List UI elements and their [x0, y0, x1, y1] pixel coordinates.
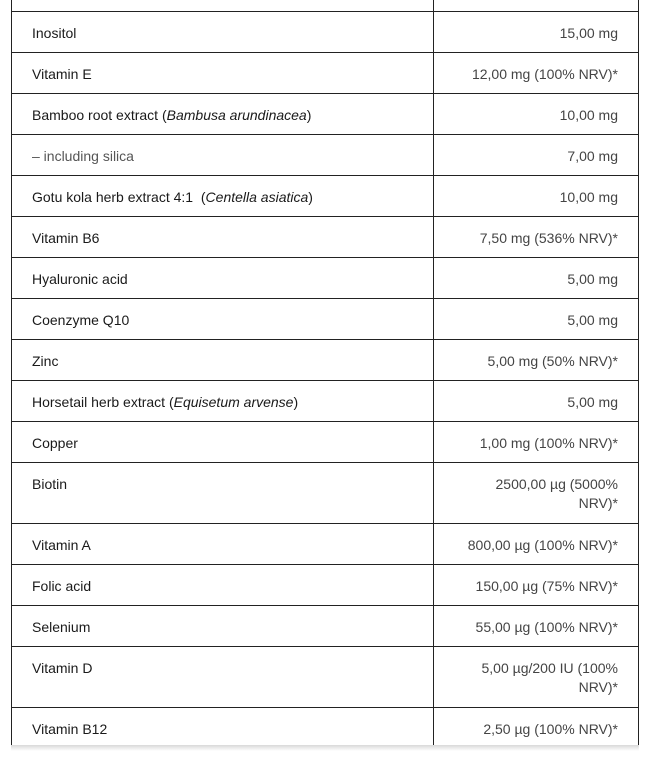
table-row — [12, 381, 639, 422]
ingredient-name: – including silica — [32, 148, 134, 164]
ingredient-name: Folic acid — [32, 578, 92, 594]
ingredient-amount: 10,00 mg — [559, 189, 618, 205]
table-row — [12, 524, 639, 565]
ingredient-amount-cell — [434, 647, 639, 708]
ingredient-name: Vitamin B12 — [32, 721, 108, 737]
ingredient-name: Zinc — [32, 353, 59, 369]
table-row — [12, 463, 639, 524]
ingredient-amount: 5,00 mg (50% NRV)* — [487, 353, 618, 369]
ingredient-amount: 12,00 mg (100% NRV)* — [471, 66, 618, 82]
table-row — [12, 53, 639, 94]
ingredient-amount-cell — [434, 217, 639, 258]
ingredient-name-cell — [12, 381, 434, 422]
ingredient-amount-cell — [434, 176, 639, 217]
ingredient-name: Vitamin A — [32, 537, 91, 553]
ingredient-amount: 150,00 µg (75% NRV)* — [475, 578, 618, 594]
ingredient-amount-cell — [434, 12, 639, 53]
table-row — [12, 135, 639, 176]
latin-open-paren: ( — [200, 189, 206, 205]
ingredient-name: Biotin — [32, 476, 68, 492]
ingredient-amount: 5,00 mg — [567, 394, 618, 410]
ingredient-name: Hyaluronic acid — [32, 271, 128, 287]
ingredient-amount: 5,00 mg — [567, 312, 618, 328]
ingredient-name-cell — [12, 135, 434, 176]
ingredient-name: Vitamin B6 — [32, 230, 100, 246]
ingredient-amount: 2,50 µg (100% NRV)* — [483, 721, 618, 737]
table-top-stub — [11, 0, 639, 11]
table-row — [12, 217, 639, 258]
ingredient-amount: 55,00 µg (100% NRV)* — [475, 619, 618, 635]
ingredient-amount-cell — [434, 381, 639, 422]
ingredient-name-cell — [12, 422, 434, 463]
ingredient-name: Vitamin E — [32, 66, 92, 82]
ingredient-amount-cell — [434, 565, 639, 606]
ingredient-amount-cell — [434, 708, 639, 749]
table-row — [12, 606, 639, 647]
latin-close-paren: ) — [293, 394, 299, 410]
ingredient-amount: 2500,00 µg (5000% NRV)* — [495, 476, 618, 511]
ingredient-name: Copper — [32, 435, 78, 451]
table-row — [12, 340, 639, 381]
table-row — [12, 12, 639, 53]
ingredient-name-cell — [12, 176, 434, 217]
latin-name: Bambusa arundinacea — [166, 107, 307, 123]
latin-name: Equisetum arvense — [173, 394, 294, 410]
ingredient-name-cell — [12, 708, 434, 749]
ingredient-name-cell — [12, 12, 434, 53]
latin-open-paren: ( — [168, 394, 174, 410]
ingredient-name: Selenium — [32, 619, 91, 635]
ingredient-name-cell — [12, 340, 434, 381]
ingredient-amount: 15,00 mg — [559, 25, 618, 41]
ingredient-amount: 5,00 mg — [567, 271, 618, 287]
table-bottom-shadow — [11, 745, 639, 751]
ingredient-amount-cell — [434, 135, 639, 176]
ingredient-name-cell — [12, 94, 434, 135]
latin-name: Centella asiatica — [205, 189, 309, 205]
latin-open-paren: ( — [161, 107, 167, 123]
ingredient-name: Horsetail herb extract — [32, 394, 169, 410]
nutrition-table — [11, 11, 639, 749]
nutrition-table-container — [11, 0, 639, 749]
ingredient-amount-cell — [434, 53, 639, 94]
ingredient-name: Bamboo root extract — [32, 107, 162, 123]
ingredient-name: Vitamin D — [32, 660, 93, 676]
table-row — [12, 647, 639, 708]
ingredient-amount: 5,00 µg/200 IU (100% NRV)* — [481, 660, 618, 695]
latin-close-paren: ) — [308, 189, 313, 205]
latin-close-paren: ) — [306, 107, 312, 123]
ingredient-amount-cell — [434, 258, 639, 299]
ingredient-name-cell — [12, 606, 434, 647]
ingredient-name-cell — [12, 647, 434, 708]
ingredient-amount-cell — [434, 94, 639, 135]
ingredient-amount: 7,50 mg (536% NRV)* — [479, 230, 618, 246]
ingredient-name-cell — [12, 463, 434, 524]
table-row — [12, 565, 639, 606]
ingredient-amount-cell — [434, 340, 639, 381]
ingredient-amount: 7,00 mg — [567, 148, 618, 164]
ingredient-name: Gotu kola herb extract 4:1 — [32, 189, 201, 205]
ingredient-name-cell — [12, 53, 434, 94]
ingredient-amount: 800,00 µg (100% NRV)* — [467, 537, 618, 553]
table-row — [12, 299, 639, 340]
ingredient-name-cell — [12, 217, 434, 258]
ingredient-amount: 1,00 mg (100% NRV)* — [479, 435, 618, 451]
table-row — [12, 258, 639, 299]
table-row — [12, 176, 639, 217]
ingredient-name-cell — [12, 299, 434, 340]
column-divider — [433, 0, 434, 11]
ingredient-amount-cell — [434, 524, 639, 565]
ingredient-name-cell — [12, 524, 434, 565]
table-row — [12, 422, 639, 463]
ingredient-amount-cell — [434, 299, 639, 340]
nutrition-table-body — [12, 12, 639, 749]
ingredient-amount-cell — [434, 422, 639, 463]
ingredient-amount-cell — [434, 463, 639, 524]
table-row — [12, 94, 639, 135]
ingredient-amount: 10,00 mg — [559, 107, 618, 123]
ingredient-name: Inositol — [32, 25, 77, 41]
table-row — [12, 708, 639, 749]
ingredient-name-cell — [12, 565, 434, 606]
ingredient-name: Coenzyme Q10 — [32, 312, 130, 328]
ingredient-name-cell — [12, 258, 434, 299]
ingredient-amount-cell — [434, 606, 639, 647]
